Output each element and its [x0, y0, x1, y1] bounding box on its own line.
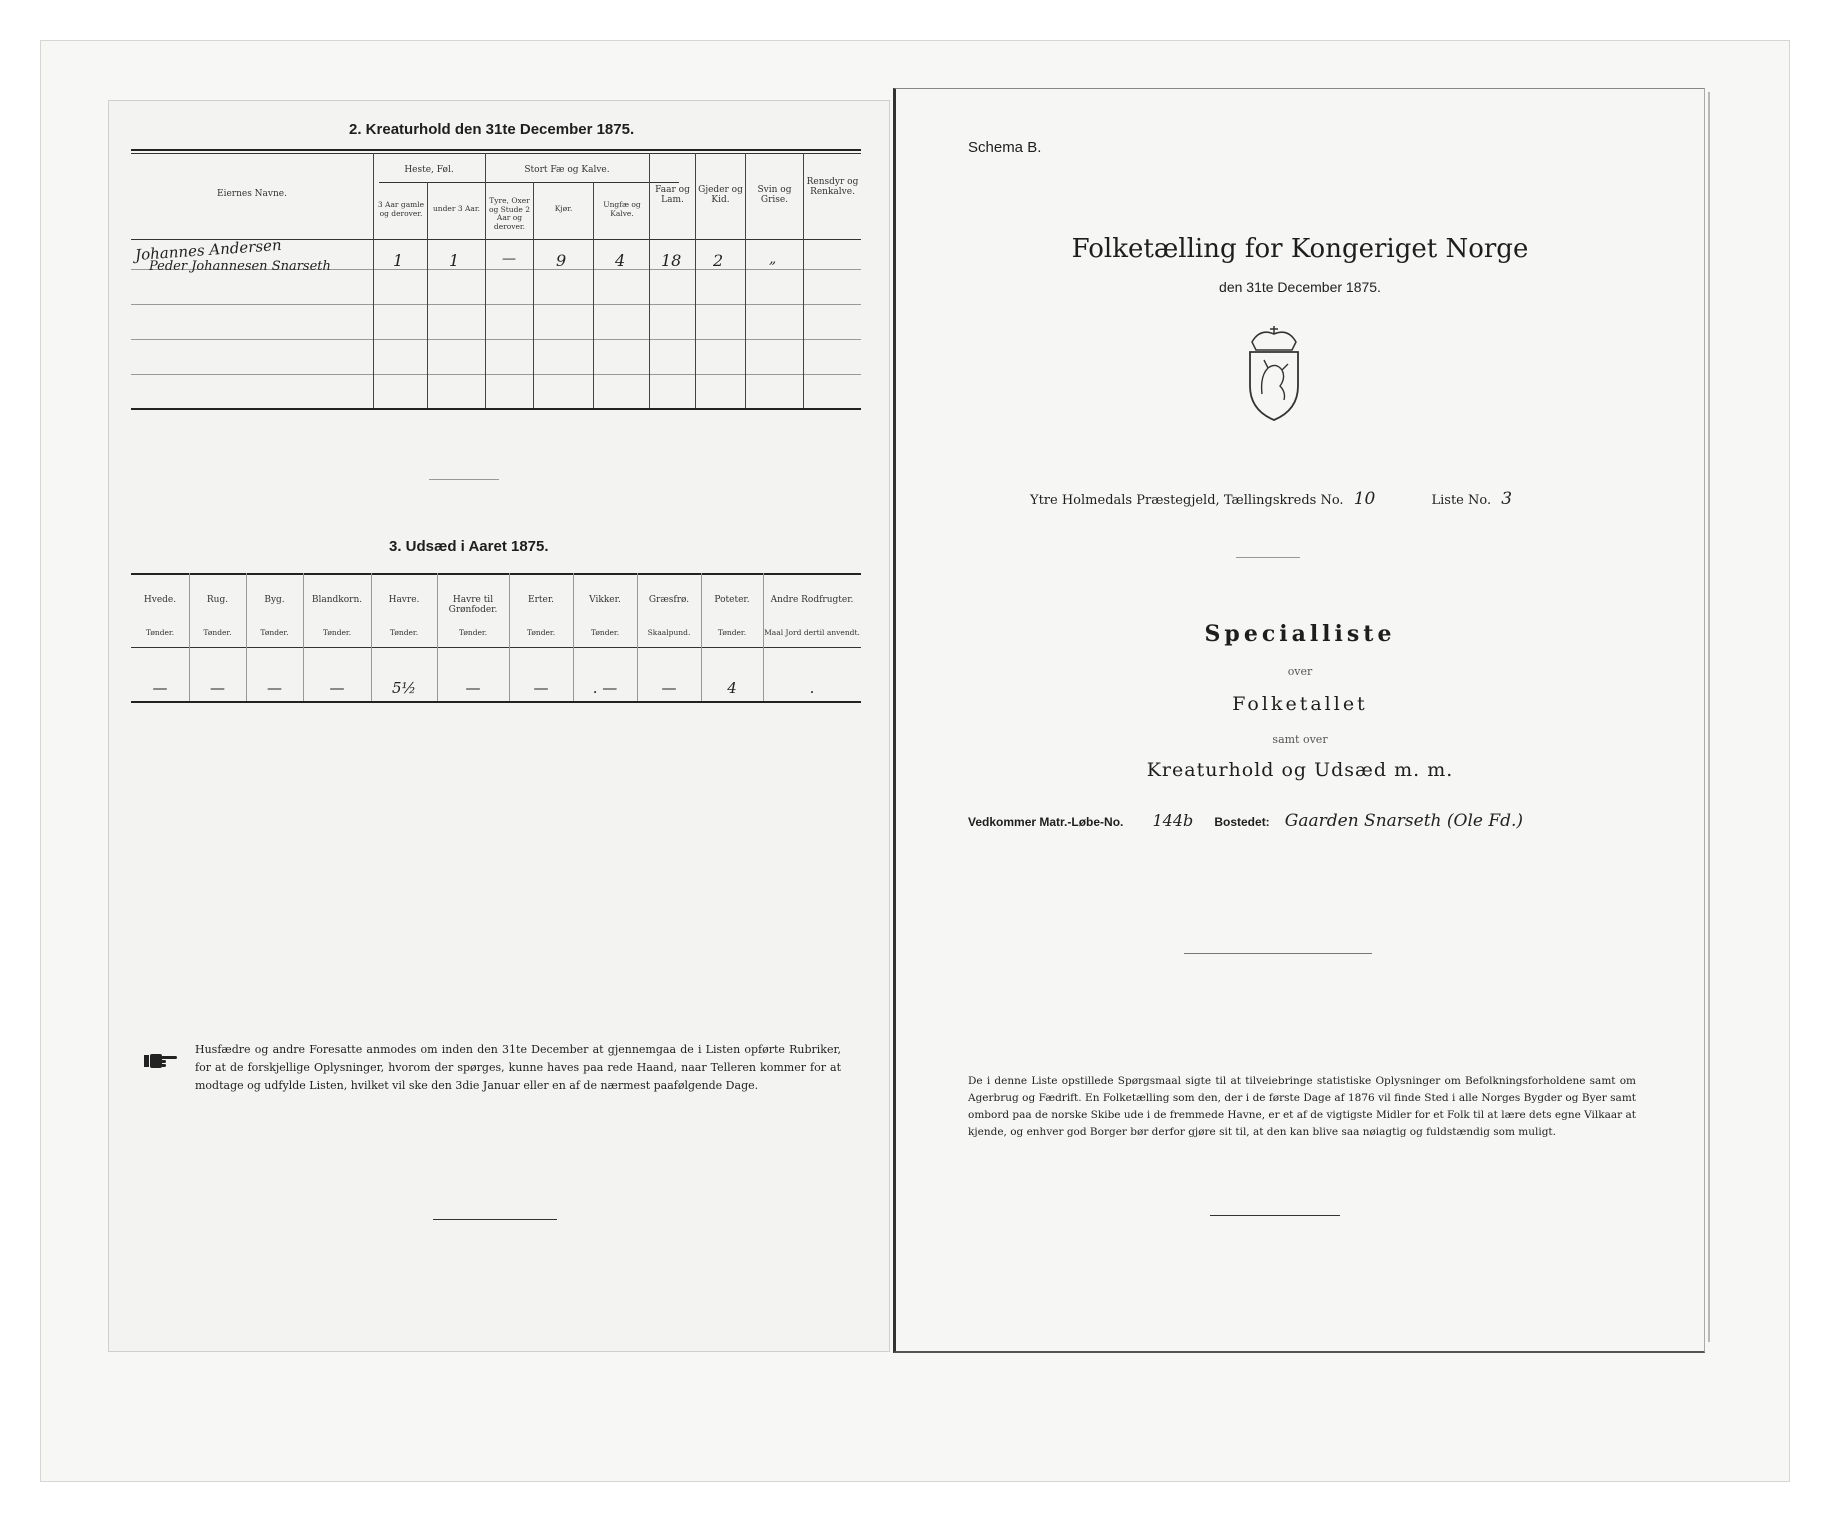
bostedet-value: Gaarden Snarseth (Ole Fd.): [1284, 811, 1524, 831]
bottom-rule: [433, 1219, 557, 1220]
table2-row-rule: [131, 339, 861, 340]
table2-top-rule-2: [131, 153, 861, 154]
udsaed-column-header: Vikker.: [589, 595, 621, 605]
udsaed-column-header: Havre til Grønfoder.: [448, 595, 498, 615]
kreds-label: Tællingskreds No.: [1223, 493, 1344, 508]
udsaed-column-header: Hvede.: [143, 595, 177, 605]
folketallet-title: Folketallet: [1232, 693, 1368, 715]
udsaed-value: —: [152, 679, 168, 697]
section2-title: 2. Kreaturhold den 31te December 1875.: [349, 121, 635, 138]
udsaed-column-unit: Tønder.: [458, 628, 488, 637]
udsaed-column-header: Erter.: [528, 595, 554, 605]
matr-line: [968, 811, 1523, 831]
kjer-header: Kjør.: [554, 204, 573, 213]
footer-text: De i denne Liste opstillede Spørgsmaal sigte til at tilveiebringe statistiske Oplysninger om Befolkningsforholdene samt om Agerbrug og Fædrift. En Folketælling som den, der i de første Dage af 1876 vil finde Sted i alle Norges Bygder og Byer samt ombord paa de norske Skibe ude i de fremmede Havne, er et af de vigtigste Midler for et Folk til at lære dets egne Vilkaar at kjende, og enhver god Borger bør derfor gjøre sit til, at den kan blive saa nøiagtig og fuldstændig som muligt.: [968, 1075, 1636, 1138]
udsaed-column-header: Havre.: [388, 595, 420, 605]
table2-col-rule: [593, 182, 594, 408]
gjeder-header: Gjeder og Kid.: [698, 185, 743, 205]
kreds-number: 10: [1353, 489, 1376, 509]
table3-bottom-rule: [131, 701, 861, 703]
udsaed-value: . —: [592, 679, 618, 697]
udsaed-column-unit: Tønder.: [389, 628, 419, 637]
section3-title: 3. Udsæd i Aaret 1875.: [389, 538, 549, 555]
owner-name-line2: Peder Johannesen Snarseth: [149, 259, 331, 274]
udsaed-column-unit: Tønder.: [322, 628, 352, 637]
samt-over-text: samt over: [1272, 733, 1328, 746]
page-edge-line: [1708, 92, 1710, 1342]
udsaed-column-header: Blandkorn.: [311, 595, 363, 605]
ungfae-header: Ungfæ og Kalve.: [603, 200, 641, 218]
praestegjeld-label: Præstegjeld,: [1136, 493, 1220, 508]
heste-under3-header: under 3 Aar.: [432, 204, 481, 213]
table2-bottom-rule: [131, 408, 861, 410]
owner-name-line1: Johannes Andersen: [134, 235, 283, 265]
table3-header-rule: [131, 647, 861, 648]
udsaed-column-unit: Maal Jord dertil anvendt.: [764, 628, 860, 637]
stortfae-group-header: Stort Fæ og Kalve.: [524, 165, 610, 175]
udsaed-column-unit: Skaalpund.: [647, 628, 691, 637]
notice-text: Husfædre og andre Foresatte anmodes om inden den 31te December at gjennemgaa de i Listen opførte Rubriker, for at de forskjellige Oplysninger, hvorom der spørges, kunne haves paa rede Haand, naar Telleren kommer for at modtage og udfylde Listen, hvilket vil ske den 3die Januar eller en af de nærmest paafølgende Dage.: [195, 1043, 841, 1092]
liste-number: 3: [1501, 489, 1513, 509]
udsaed-value: —: [661, 679, 677, 697]
bostedet-label: Bostedet:: [1214, 815, 1270, 829]
udsaed-column-header: Byg.: [264, 595, 285, 605]
udsaed-value: 4: [727, 679, 737, 697]
table2-top-rule: [131, 149, 861, 151]
table2-col-rule: [427, 182, 428, 408]
pointing-hand-icon: [143, 1051, 179, 1071]
left-page: [108, 100, 890, 1352]
table2-col-rule: [485, 153, 486, 408]
district-prefix: Ytre Holmedals: [1030, 493, 1133, 508]
udsaed-column-unit: Tønder.: [526, 628, 556, 637]
udsaed-column-unit: Tønder.: [590, 628, 620, 637]
udsaed-value: —: [210, 679, 225, 697]
udsaed-value: —: [267, 679, 282, 697]
main-title: Folketælling for Kongeriget Norge: [1071, 234, 1529, 264]
udsaed-value: —: [465, 679, 481, 697]
divider-rule: [429, 479, 499, 480]
udsaed-column-header: Poteter.: [714, 595, 750, 605]
udsaed-column-unit: Tønder.: [145, 628, 175, 637]
udsaed-column-unit: Tønder.: [203, 628, 232, 637]
heste-3aar-value: 1: [393, 251, 404, 270]
udsaed-value: 5½: [391, 679, 417, 697]
census-date: den 31te December 1875.: [1219, 279, 1381, 295]
gjeder-value: 2: [713, 251, 724, 270]
matr-number: 144b: [1152, 811, 1194, 830]
udsaed-value: .: [809, 679, 815, 697]
udsaed-value: —: [329, 679, 345, 697]
over-text: over: [1287, 665, 1313, 678]
owner-column-header: Eiernes Navne.: [217, 189, 287, 199]
tyre-header: Tyre, Oxer og Stude 2 Aar og derover.: [488, 196, 531, 231]
liste-label: Liste No.: [1431, 493, 1492, 508]
divider-rule: [1184, 953, 1372, 954]
svin-header: Svin og Grise.: [757, 185, 792, 205]
schema-label: Schema B.: [968, 139, 1042, 156]
faar-header: Faar og Lam.: [655, 185, 690, 205]
heste-3aar-header: 3 Aar gamle og derover.: [377, 200, 425, 218]
udsaed-value: —: [533, 679, 549, 697]
udsaed-column-header: Rug.: [206, 595, 229, 605]
udsaed-column-unit: Tønder.: [260, 628, 289, 637]
rensdyr-header: Rensdyr og Renkalve.: [806, 177, 859, 197]
svin-value: „: [769, 251, 777, 267]
table2-row-rule: [131, 374, 861, 375]
faar-value: 18: [661, 251, 682, 270]
district-line: [1030, 489, 1512, 509]
udsaed-column-unit: Tønder.: [717, 628, 747, 637]
stortfae-subrule: [539, 182, 679, 183]
table3-top-rule: [131, 573, 861, 575]
table2-col-rule: [373, 153, 374, 408]
specialliste-title: Specialliste: [1204, 621, 1396, 647]
matr-label: Vedkommer Matr.-Løbe-No.: [968, 815, 1124, 829]
ungfae-value: 4: [615, 251, 626, 270]
table2-col-rule: [533, 182, 534, 408]
udsaed-column-header: Græsfrø.: [648, 595, 690, 605]
kjer-value: 9: [556, 251, 567, 270]
heste-group-header: Heste, Føl.: [404, 165, 454, 175]
heste-under3-value: 1: [449, 251, 460, 270]
right-page: [893, 88, 1705, 1353]
tyre-value: —: [502, 251, 516, 267]
bottom-rule: [1210, 1215, 1340, 1216]
table2-row-rule: [131, 304, 861, 305]
divider-rule: [1236, 557, 1300, 558]
norwegian-coat-of-arms-icon: [1240, 324, 1308, 424]
heste-subrule: [379, 182, 539, 183]
udsaed-column-header: Andre Rodfrugter.: [770, 595, 854, 605]
kreaturhold-title: Kreaturhold og Udsæd m. m.: [1146, 759, 1454, 781]
